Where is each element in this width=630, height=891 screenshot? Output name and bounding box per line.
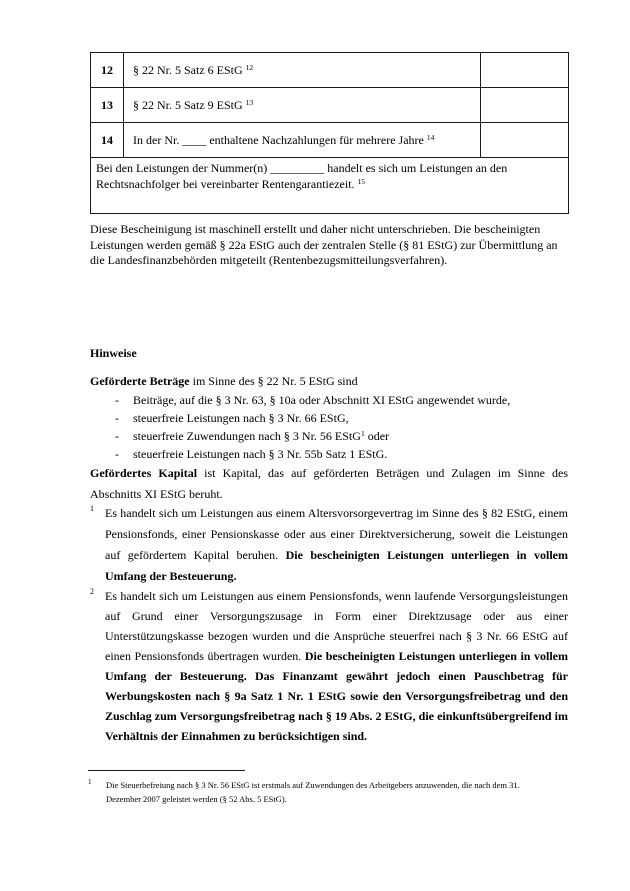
page-footnote-text: Die Steuerbefreiung nach § 3 Nr. 56 EStG ist erstmals auf Zuwendungen des Arbeitgebers anzuwenden, die nach dem 31. Dezember 2007 geleistet werden (§ 52 Abs. 5 EStG). [106,780,520,804]
footnote-2 [90,586,568,746]
footnote-separator [88,770,245,771]
document-content [0,0,630,269]
row-description-text: § 22 Nr. 5 Satz 6 EStG [133,62,246,77]
row-description-text: In der Nr. ____ enthaltene Nachzahlungen für mehrere Jahre [133,132,427,147]
hint-item-text: steuerfreie Leistungen nach § 3 Nr. 55b Satz 1 EStG. [133,447,388,461]
dash-marker: - [115,447,119,461]
row-number-cell: 13 [91,88,124,123]
kapital-paragraph [90,463,568,505]
machine-note-paragraph: Diese Bescheinigung ist maschinell erstellt und daher nicht unterschrieben. Die bescheinigten Leistungen werden gemäß § 22a EStG auch der zentralen Stelle (§ 81 EStG) zur Übermittlung an die Landesfinanzbehörden mitgeteilt (Rentenbezugsmitteilungsverfahren). [90,222,558,267]
row-value-cell [481,123,569,158]
row-description-text: § 22 Nr. 5 Satz 9 EStG [133,97,246,112]
hinweise-heading: Hinweise [90,346,137,360]
row-description-cell [124,123,481,158]
footnote-marker: 1 [90,504,94,513]
footnote-ref: 12 [245,62,254,72]
row-value-cell [481,53,569,88]
hinweise-intro-rest: im Sinne des § 22 Nr. 5 EStG sind [189,374,358,388]
row-number-cell: 12 [91,53,124,88]
benefits-table [90,52,569,214]
footnote-ref: 13 [245,97,254,107]
row-description-cell [124,88,481,123]
page-footnote [88,770,558,806]
hint-item-text: steuerfreie Zuwendungen nach § 3 Nr. 56 EStG$^1$ oder [133,429,390,443]
row-description-cell [124,53,481,88]
hint-list-item [90,427,568,445]
footnote-ref: 1 [360,429,365,438]
table-footer-cell [91,158,569,214]
hint-list-item [90,409,568,427]
footnote-1 [90,503,568,587]
table-footer-text: Bei den Leistungen der Nummer(n) _________ handelt es sich um Leistungen an den Rechtsnachfolger bei vereinbarter Rentengarantiezeit. [96,161,508,191]
footnote-ref: 15 [357,176,366,186]
footnote-text: Es handelt sich um Leistungen aus einem Pensionsfonds, wenn laufende Versorgungsleistungen auf Grund einer Versorgungszusage in Form einer Direktzusage oder aus einer Unterstützungskasse bezogen wurden und die Ansprüche steuerfrei nach § 3 Nr. 66 EStG auf einen Pensionsfonds übertragen wurden. Die bescheinigten Leistungen unterliegen in vollem Umfang der Besteuerung. Das Finanzamt gewährt jedoch einen Pauschbetrag für Werbungskosten nach § 9a Satz 1 Nr. 1 EStG sowie den Versorgungsfreibetrag und den Zuschlag zum Versorgungsfreibetrag nach § 19 Abs. 2 EStG, die einkunftsübergreifend im Verhältnis der Einnahmen zu berücksichtigen sind. [105,589,569,743]
footnote-bold-text: Die bescheinigten Leistungen unterliegen in vollem Umfang der Besteuerung. [105,548,568,583]
dash-marker: - [115,429,119,443]
dash-marker: - [115,393,119,407]
footnote-bold-text: Die bescheinigten Leistungen unterliegen in vollem Umfang der Besteuerung. Das Finanzamt gewährt jedoch einen Pauschbetrag für Werbungskosten nach § 9a Satz 1 Nr. 1 EStG sowie den Versorgungsfreibetrag und den Zuschlag zum Versorgungsfreibetrag nach § 19 Abs. 2 EStG, die einkunftsübergreifend im Verhältnis der Einnahmen zu berücksichtigen sind. [105,649,569,743]
dash-marker: - [115,411,119,425]
hint-list-item [90,391,568,409]
footnote-ref: 14 [426,132,435,142]
hint-list [90,391,568,463]
hinweise-intro [90,372,568,391]
footnote-text: Es handelt sich um Leistungen aus einem Altersvorsorgevertrag im Sinne des § 82 EStG, einem Pensionsfonds, einer Pensionskasse oder aus einer Direktversicherung, soweit die Leistungen auf gefördertem Kapital beruhen. Die bescheinigten Leistungen unterliegen in vollem Umfang der Besteuerung. [105,506,568,583]
footnote-marker: 2 [90,587,94,596]
hinweise-intro-bold: Geförderte Beträge [90,374,190,388]
table-row [91,53,569,88]
hinweise-section [90,346,568,505]
kapital-bold: Gefördertes Kapital [90,466,198,480]
table-footer-row [91,158,569,214]
hint-list-item [90,445,568,463]
row-number-cell: 14 [91,123,124,158]
row-value-cell [481,88,569,123]
footnote-marker: 1 [88,778,92,786]
kapital-rest: ist Kapital, das auf geförderten Beträgen und Zulagen im Sinne des Abschnitts XI EStG beruht. [90,466,568,501]
hint-item-text: Beiträge, auf die § 3 Nr. 63, § 10a oder Abschnitt XI EStG angewendet wurde, [133,393,511,407]
hint-item-text: steuerfreie Leistungen nach § 3 Nr. 66 EStG, [133,411,349,425]
table-row [91,123,569,158]
table-row [91,88,569,123]
